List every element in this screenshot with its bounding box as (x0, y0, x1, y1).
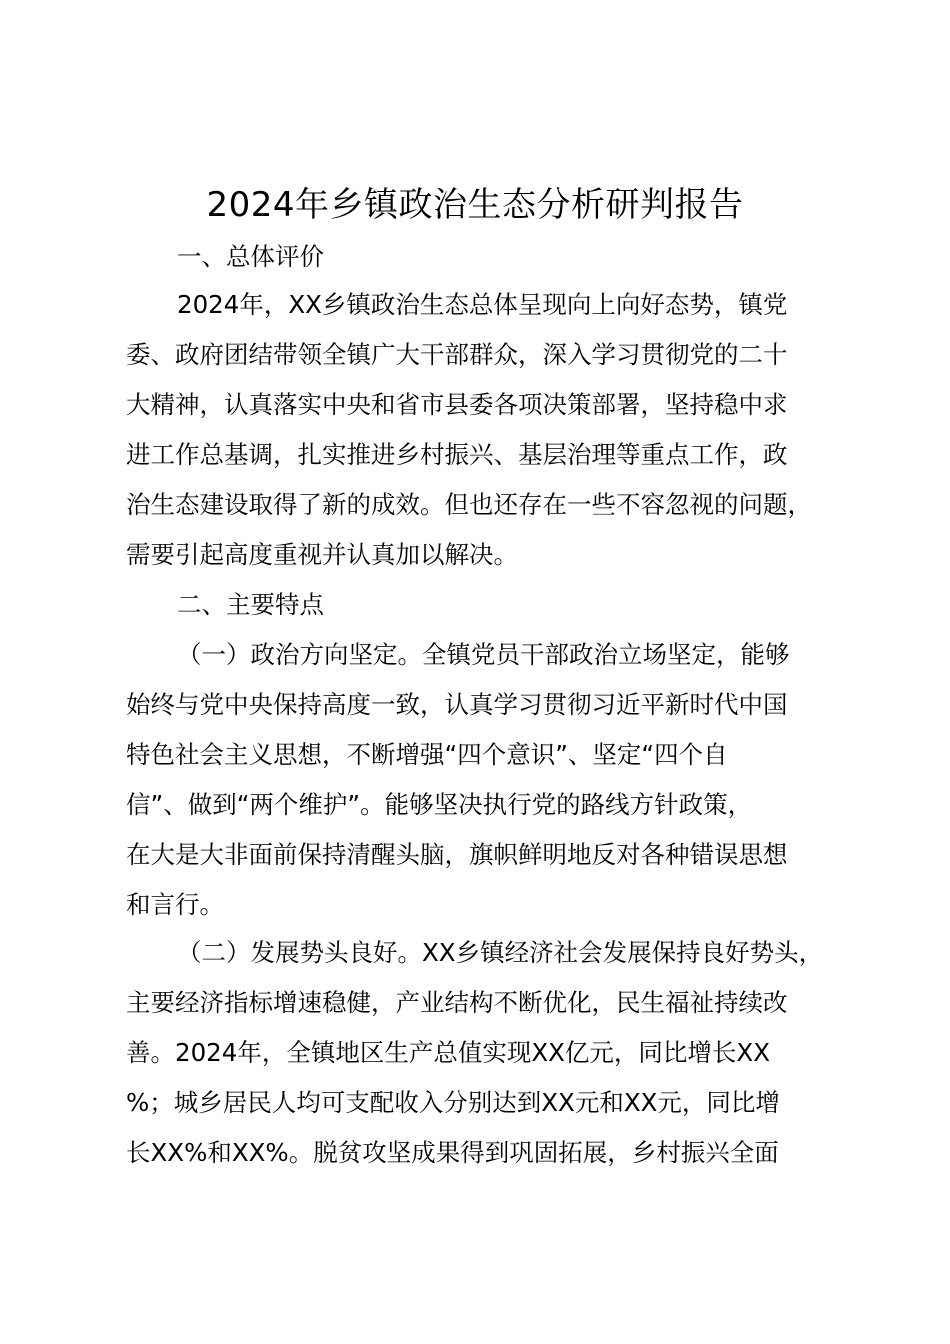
paragraph-line: 治生态建设取得了新的成效。但也还存在一些不容忽视的问题， (126, 490, 812, 519)
document-title: 2024年乡镇政治生态分析研判报告 (206, 185, 744, 225)
paragraph-line: 善。2024年，全镇地区生产总值实现XX亿元，同比增长XX (126, 1038, 770, 1067)
paragraph-line: 信”、做到“两个维护”。能够坚决执行党的路线方针政策， (126, 790, 753, 819)
paragraph-line: 主要经济指标增速稳健，产业结构不断优化，民生福祉持续改 (126, 988, 788, 1017)
paragraph-line: 委、政府团结带领全镇广大干部群众，深入学习贯彻党的二十 (126, 340, 788, 369)
section-heading-features: 二、主要特点 (177, 590, 324, 619)
paragraph-line: 需要引起高度重视并认真加以解决。 (126, 540, 518, 569)
paragraph-line: 和言行。 (126, 890, 224, 919)
paragraph-line: （二）发展势头良好。XX乡镇经济社会发展保持良好势头， (177, 938, 824, 967)
paragraph-line: 进工作总基调，扎实推进乡村振兴、基层治理等重点工作，政 (126, 440, 788, 469)
paragraph-line: 在大是大非面前保持清醒头脑，旗帜鲜明地反对各种错误思想 (126, 840, 788, 869)
paragraph-line: 大精神，认真落实中央和省市县委各项决策部署，坚持稳中求 (126, 390, 788, 419)
paragraph-line: %；城乡居民人均可支配收入分别达到XX元和XX元，同比增 (126, 1088, 780, 1117)
paragraph-line: 始终与党中央保持高度一致，认真学习贯彻习近平新时代中国 (126, 690, 788, 719)
paragraph-line: 2024年，XX乡镇政治生态总体呈现向上向好态势，镇党 (177, 290, 788, 319)
section-heading-overall: 一、总体评价 (177, 242, 324, 271)
paragraph-line: （一）政治方向坚定。全镇党员干部政治立场坚定，能够 (177, 640, 790, 669)
paragraph-line: 特色社会主义思想，不断增强“四个意识”、坚定“四个自 (126, 740, 728, 769)
paragraph-line: 长XX%和XX%。脱贫攻坚成果得到巩固拓展，乡村振兴全面 (126, 1138, 779, 1167)
